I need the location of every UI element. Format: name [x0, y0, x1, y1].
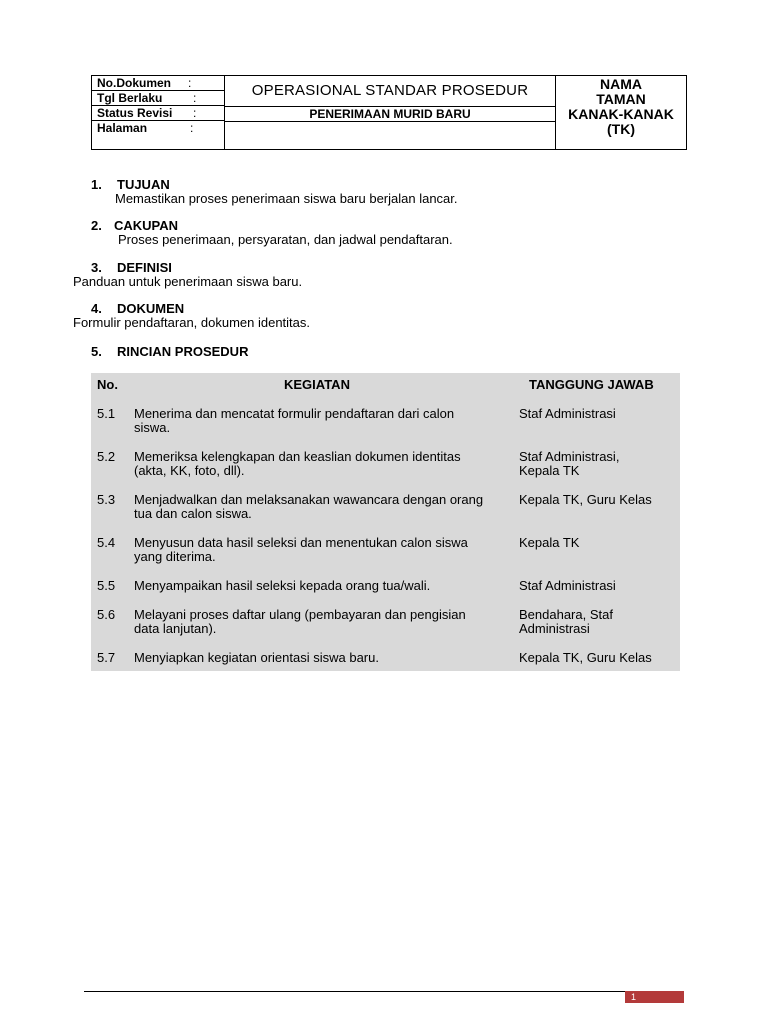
section-number: 4.: [91, 301, 102, 316]
responsible-line: Kepala TK: [519, 535, 580, 550]
row-responsible: [519, 407, 679, 421]
row-activity: [134, 450, 514, 478]
document-header: [91, 75, 687, 150]
row-responsible: [519, 536, 679, 550]
meta-label: Tgl Berlaku: [97, 91, 163, 105]
section-body-dokumen: Formulir pendaftaran, dokumen identitas.: [73, 315, 311, 330]
procedure-table: [91, 373, 680, 671]
row-activity: [134, 608, 514, 636]
row-activity: [134, 493, 514, 521]
activity-line: data lanjutan).: [134, 621, 217, 636]
activity-line: Menjadwalkan dan melaksanakan wawancara dengan orang: [134, 492, 484, 507]
responsible-line: Bendahara, Staf: [519, 607, 613, 622]
responsible-line: Staf Administrasi,: [519, 449, 620, 464]
document-subtitle: PENERIMAAN MURID BARU: [225, 107, 555, 122]
section-number: 5.: [91, 344, 102, 359]
row-responsible: [519, 493, 679, 507]
organization-line: TAMAN: [596, 91, 646, 107]
activity-line: Menerima dan mencatat formulir pendaftaran dari calon: [134, 406, 455, 421]
responsible-line: Kepala TK, Guru Kelas: [519, 492, 652, 507]
row-activity: [134, 579, 514, 593]
responsible-line: Administrasi: [519, 621, 590, 636]
row-responsible: [519, 579, 679, 593]
document-meta: [92, 76, 225, 149]
activity-line: Memeriksa kelengkapan dan keaslian dokumen identitas: [134, 449, 461, 464]
row-number: 5.5: [97, 578, 116, 593]
section-title: DOKUMEN: [117, 301, 185, 316]
section-body-definisi: Panduan untuk penerimaan siswa baru.: [73, 274, 303, 289]
row-number: 5.4: [97, 535, 116, 550]
page-number-badge: 1: [625, 991, 684, 1003]
document-title: OPERASIONAL STANDAR PROSEDUR: [225, 76, 555, 107]
row-activity: [134, 651, 514, 665]
title-empty-cell: [225, 122, 555, 149]
row-number: 5.3: [97, 492, 116, 507]
meta-colon: :: [188, 76, 192, 90]
responsible-line: Staf Administrasi: [519, 578, 616, 593]
row-number: 5.2: [97, 449, 116, 464]
activity-line: yang diterima.: [134, 549, 216, 564]
meta-label: Halaman: [97, 121, 148, 135]
meta-colon: :: [193, 106, 197, 120]
activity-line: siswa.: [134, 420, 171, 435]
row-activity: [134, 536, 514, 564]
section-heading-dokumen: [91, 301, 184, 316]
row-responsible: [519, 608, 679, 636]
section-heading-cakupan: [91, 218, 178, 233]
section-title: CAKUPAN: [114, 218, 179, 233]
section-heading-tujuan: [91, 177, 170, 192]
footer-rule: [84, 991, 684, 992]
section-title: RINCIAN PROSEDUR: [117, 344, 249, 359]
meta-row-valid-date: [92, 91, 224, 106]
meta-label: Status Revisi: [97, 106, 173, 120]
responsible-line: Kepala TK, Guru Kelas: [519, 650, 652, 665]
section-number: 3.: [91, 260, 102, 275]
row-responsible: [519, 450, 679, 478]
activity-line: tua dan calon siswa.: [134, 506, 252, 521]
activity-line: Menyiapkan kegiatan orientasi siswa baru.: [134, 650, 379, 665]
column-header-responsible: TANGGUNG JAWAB: [529, 377, 654, 392]
meta-row-document-number: [92, 76, 224, 91]
organization-line: KANAK-KANAK: [568, 106, 674, 122]
document-title-block: [225, 76, 556, 149]
section-number: 1.: [91, 177, 102, 192]
meta-label: No.Dokumen: [97, 76, 172, 90]
responsible-line: Staf Administrasi: [519, 406, 616, 421]
responsible-line: Kepala TK: [519, 463, 580, 478]
column-header-no: No.: [97, 377, 118, 392]
activity-line: (akta, KK, foto, dll).: [134, 463, 245, 478]
row-number: 5.1: [97, 406, 116, 421]
column-header-activity: KEGIATAN: [284, 377, 350, 392]
organization-name: [556, 76, 686, 149]
organization-line: NAMA: [600, 76, 642, 92]
meta-row-revision-status: [92, 106, 224, 121]
row-activity: [134, 407, 514, 435]
activity-line: Menyampaikan hasil seleksi kepada orang tua/wali.: [134, 578, 431, 593]
section-title: DEFINISI: [117, 260, 172, 275]
meta-row-page: [92, 121, 224, 149]
activity-line: Melayani proses daftar ulang (pembayaran dan pengisian: [134, 607, 466, 622]
section-heading-definisi: [91, 260, 172, 275]
row-number: 5.6: [97, 607, 116, 622]
section-number: 2.: [91, 218, 102, 233]
activity-line: Menyusun data hasil seleksi dan menentukan calon siswa: [134, 535, 468, 550]
meta-colon: :: [193, 91, 197, 105]
row-number: 5.7: [97, 650, 116, 665]
row-responsible: [519, 651, 679, 665]
section-heading-rincian-prosedur: [91, 344, 248, 359]
meta-colon: :: [190, 121, 194, 135]
section-body-cakupan: Proses penerimaan, persyaratan, dan jadwal pendaftaran.: [118, 232, 453, 247]
organization-line: (TK): [607, 121, 635, 137]
section-body-tujuan: Memastikan proses penerimaan siswa baru berjalan lancar.: [115, 191, 458, 206]
section-title: TUJUAN: [117, 177, 170, 192]
